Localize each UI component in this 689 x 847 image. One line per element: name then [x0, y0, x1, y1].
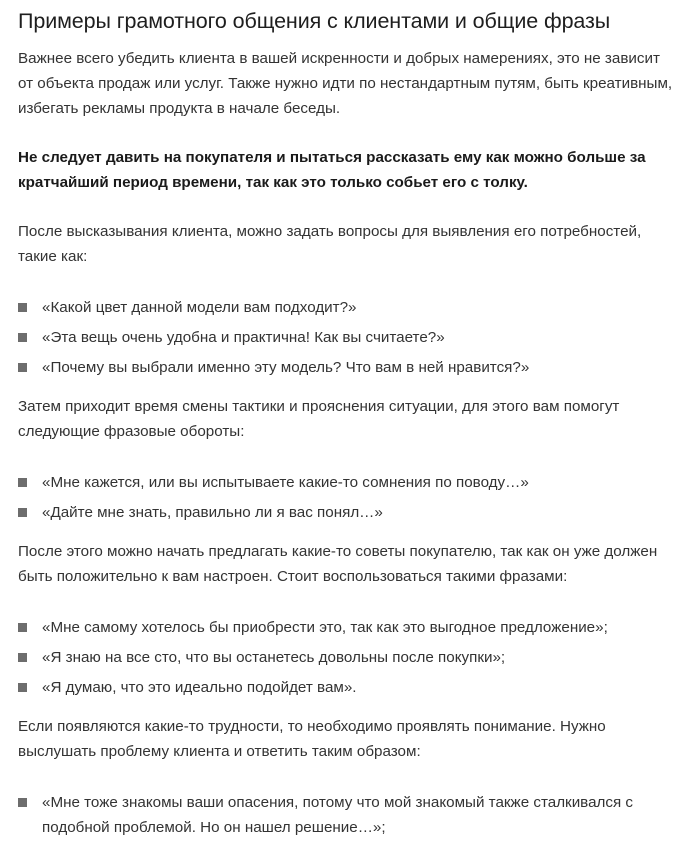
bold-note-paragraph: Не следует давить на покупателя и пытаться рассказать ему как можно больше за кратчайший период времени, так как это только собьет его с толку.	[18, 149, 646, 191]
section1-paragraph: После высказывания клиента, можно задать вопросы для выявления его потребностей, такие как:	[18, 223, 642, 265]
list-item-text: «Я думаю, что это идеально подойдет вам».	[42, 679, 357, 696]
article-title: Примеры грамотного общения с клиентами и общие фразы	[18, 9, 611, 33]
square-bullet-icon	[18, 623, 27, 632]
section2-list	[18, 470, 677, 525]
section3-paragraph: После этого можно начать предлагать какие-то советы покупателю, так как он уже должен быть положительно к вам настроен. Стоит воспользоваться такими фразами:	[18, 543, 658, 585]
list-item-text: «Мне кажется, или вы испытываете какие-то сомнения по поводу…»	[42, 474, 529, 491]
square-bullet-icon	[18, 363, 27, 372]
square-bullet-icon	[18, 798, 27, 807]
section4-paragraph: Если появляются какие-то трудности, то необходимо проявлять понимание. Нужно выслушать проблему клиента и ответить таким образом:	[18, 718, 606, 760]
list-item-text: «Мне самому хотелось бы приобрести это, так как это выгодное предложение»;	[42, 619, 608, 636]
list-item-text: «Почему вы выбрали именно эту модель? Что вам в ней нравится?»	[42, 359, 530, 376]
list-item-text: «Мне тоже знакомы ваши опасения, потому что мой знакомый также сталкивался с подобной проблемой. Но он нашел решение…»;	[42, 794, 634, 836]
list-item	[18, 295, 677, 320]
intro-paragraph: Важнее всего убедить клиента в вашей искренности и добрых намерениях, это не зависит от объекта продаж или услуг. Также нужно идти по нестандартным путям, быть креативным, избегать рекламы продукта в начале беседы.	[18, 50, 673, 117]
square-bullet-icon	[18, 508, 27, 517]
section1-list	[18, 295, 677, 380]
section2-paragraph: Затем приходит время смены тактики и прояснения ситуации, для этого вам помогут следующие фразовые обороты:	[18, 398, 620, 440]
section4-list	[18, 790, 677, 840]
square-bullet-icon	[18, 303, 27, 312]
list-item	[18, 325, 677, 350]
list-item	[18, 645, 677, 670]
list-item-text: «Я знаю на все сто, что вы останетесь довольны после покупки»;	[42, 649, 506, 666]
list-item-text: «Дайте мне знать, правильно ли я вас понял…»	[42, 504, 383, 521]
square-bullet-icon	[18, 478, 27, 487]
list-item-text: «Какой цвет данной модели вам подходит?»	[42, 299, 357, 316]
section3-list	[18, 615, 677, 700]
square-bullet-icon	[18, 683, 27, 692]
list-item	[18, 675, 677, 700]
list-item	[18, 615, 677, 640]
square-bullet-icon	[18, 653, 27, 662]
list-item	[18, 355, 677, 380]
list-item	[18, 470, 677, 495]
square-bullet-icon	[18, 333, 27, 342]
list-item	[18, 790, 677, 840]
list-item-text: «Эта вещь очень удобна и практична! Как вы считаете?»	[42, 329, 445, 346]
list-item	[18, 500, 677, 525]
